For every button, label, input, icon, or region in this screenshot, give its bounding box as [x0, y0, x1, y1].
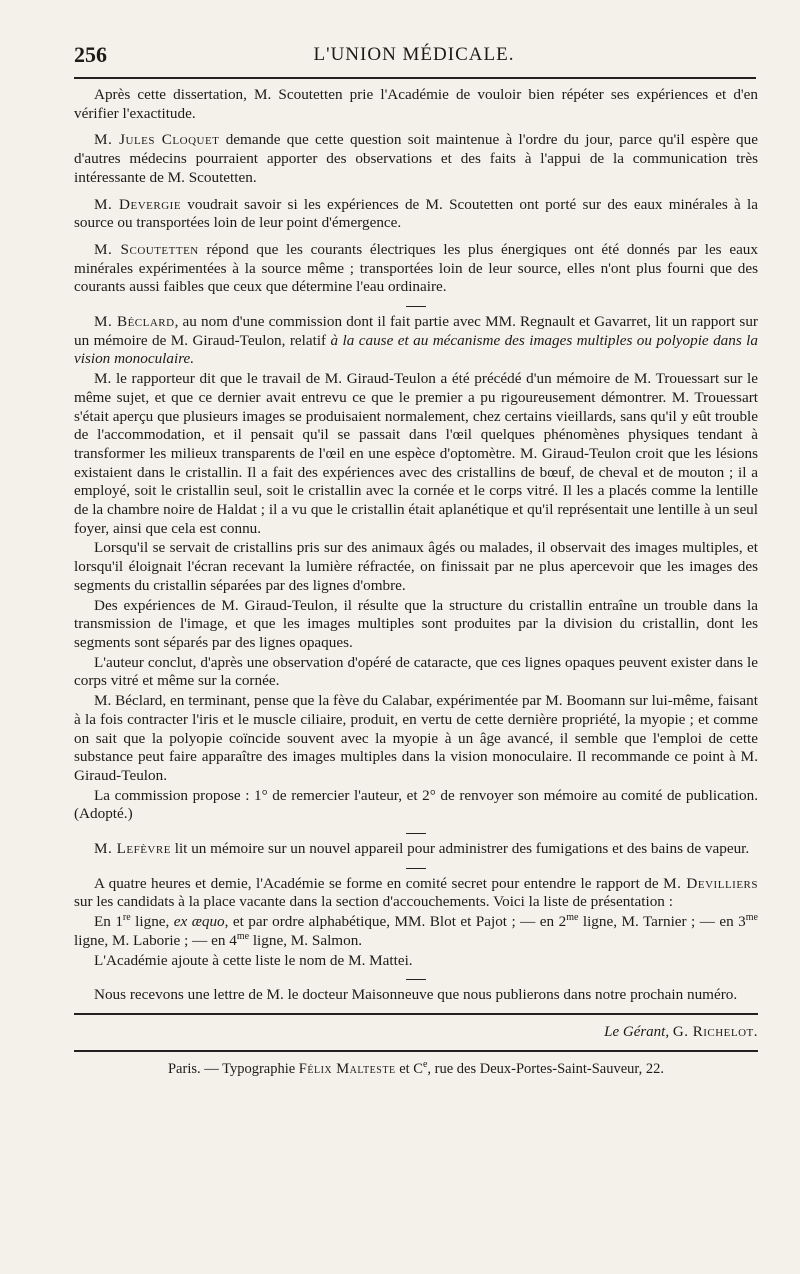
page-number: 256: [74, 42, 107, 67]
page-header: [74, 42, 754, 72]
speaker-name: M. Jules Cloquet: [94, 131, 220, 149]
speaker-name: M. Devilliers: [663, 874, 758, 892]
speaker-name: M. Lefèvre: [94, 840, 171, 858]
paragraph: [74, 313, 758, 369]
paragraph: [74, 875, 758, 912]
paragraph: La commission propose : 1° de remercier l'auteur, et 2° de renvoyer son mémoire au comité de publication. (Adopté.): [74, 786, 758, 823]
speaker-name: M. Scoutetten: [94, 240, 199, 258]
text-run: ligne, M. Laborie ; — en 4: [74, 931, 237, 949]
text-run: ligne, M. Tarnier ; — en 3: [578, 913, 746, 931]
imprint-text: et C: [395, 1060, 423, 1077]
paragraph: L'Académie ajoute à cette liste le nom de M. Mattei.: [94, 951, 413, 969]
paragraph: [74, 131, 758, 187]
section-divider: [406, 979, 426, 980]
memoir-title: à la cause et au mécanisme des images multiples ou polyopie dans la vision monoculaire.: [74, 331, 758, 368]
paragraph: L'auteur conclut, d'après une observation d'opéré de cataracte, que ces lignes opaques peuvent exister dans le corps vitré et même sur la cornée.: [74, 653, 758, 690]
paragraph: [74, 840, 758, 859]
paragraph: M. Béclard, en terminant, pense que la fève du Calabar, expérimentée par M. Boomann sur lui-même, faisant à la fois contracter l'iris et le muscle ciliaire, produit, en vertu de cette dernière propriété, la myopie ; et comme on sait que la polyopie coïncide souvent avec la myopie à un âge avancé, il semble que l'emploi de cette substance peut faire apparaître des images multiples dans la vision monoculaire. Il recommande ce point à M. Giraud-Teulon.: [74, 692, 758, 784]
imprint-text: Paris. — Typographie: [167, 1060, 299, 1077]
signature-line: [74, 1013, 758, 1042]
paragraph-text: sur les candidats à la place vacante dans la section d'accouchements. Voici la liste de présentation :: [74, 893, 673, 911]
paragraph-text: voudrait savoir si les expériences de M. Scoutetten ont porté sur des eaux minérales à la source ou transportées loin de leur point d'émergence.: [74, 195, 758, 232]
paragraph: Des expériences de M. Giraud-Teulon, il résulte que la structure du cristallin entraîne un trouble dans la transmission de l'image, et que les images multiples sont produites par la division du cristallin, dont les segments sont séparés par des lignes opaques.: [74, 596, 758, 651]
italic-term: ex æquo: [173, 913, 225, 931]
section-divider: [406, 833, 426, 834]
section-divider: [406, 306, 426, 307]
paragraph-text: demande que cette question soit maintenue à l'ordre du jour, parce qu'il espère que d'autres médecins pourraient apporter des observations et des faits à l'appui de la communication très intéressante de M. Scoutetten.: [74, 131, 758, 186]
article-body: [74, 86, 758, 1078]
paragraph: [74, 241, 758, 297]
paragraph-text: , au nom d'une commission dont il fait partie avec MM. Regnault et Gavarret, lit un rapport sur un mémoire de M. Giraud-Teulon, relatif: [74, 313, 758, 349]
speaker-name: M. Béclard: [94, 313, 175, 331]
paragraph-text: lit un mémoire sur un nouvel appareil pour administrer des fumigations et des bains de vapeur.: [170, 840, 750, 858]
printer-imprint: [74, 1050, 758, 1079]
signature-label: Le Gérant,: [604, 1023, 670, 1040]
ordinal-suffix: me: [745, 912, 758, 924]
speaker-name: M. Devergie: [94, 195, 182, 213]
section-divider: [406, 868, 426, 869]
signature-name: G. Richelot.: [672, 1023, 758, 1040]
header-rule: [74, 77, 756, 79]
ordinal-suffix: re: [122, 912, 131, 924]
paragraph: Après cette dissertation, M. Scoutetten prie l'Académie de vouloir bien répéter ses expériences et d'en vérifier l'exactitude.: [74, 86, 758, 122]
paragraph: Lorsqu'il se servait de cristallins pris sur des animaux âgés ou malades, il observait des images multiples, et lorsqu'il éloignait l'écran recevant la lumière réfractée, on finissait par ne plus apercevoir que les images des segments du cristallin séparées par des lignes d'ombre.: [74, 539, 758, 594]
paragraph-text: répond que les courants électriques les plus énergiques ont été donnés par les eaux minérales expérimentées à la source même ; transportées loin de leur source, elles n'ont plus fourni que des courants aussi faibles que ceux que détermine l'eau ordinaire.: [74, 240, 758, 296]
ordinal-suffix: me: [566, 912, 579, 924]
paragraph-text: A quatre heures et demie, l'Académie se forme en comité secret pour entendre le rapport de: [94, 874, 664, 892]
paragraph: [74, 196, 758, 233]
paragraph: M. le rapporteur dit que le travail de M. Giraud-Teulon a été précédé d'un mémoire de M. Trouessart sur le même sujet, et que ce dernier avait entrevu ce que le premier a pu rigoureusement démontrer. M. Trouessart s'était aperçu que plusieurs images se produisaient normalement, chez certains vieillards, sans qu'il y eût trouble de l'accommodation, et il pensait qu'il se passait dans l'œil quelques phénomènes physiques tendant à transformer les milieux transparents de l'œil en une espèce d'optomètre. M. Giraud-Teulon croit que les lésions existaient dans le cristallin. Il a fait des expériences avec des cristallins de bœuf, de cheval et de mouton ; il a employé, soit le cristallin seul, soit le cristallin avec la cornée et le corps vitré. Il les a placés comme la lentille de la chambre noire de Haldat ; il a vu que le cristallin était aplanétique et qu'il représentait une lentille à un seul foyer, ainsi que cela est connu.: [74, 370, 758, 537]
text-run: ligne, M. Salmon.: [249, 931, 363, 949]
text-run: En 1: [94, 913, 123, 931]
paragraph: Nous recevons une lettre de M. le docteur Maisonneuve que nous publierons dans notre prochain numéro.: [94, 986, 738, 1004]
ordinal-suffix: me: [236, 930, 250, 942]
imprint-text: , rue des Deux-Portes-Saint-Sauveur, 22.: [427, 1060, 665, 1077]
imprint-sup: e: [422, 1058, 428, 1070]
text-run: ligne,: [130, 913, 174, 931]
text-run: , et par ordre alphabétique, MM. Blot et Pajot ; — en 2: [224, 913, 567, 931]
running-head: L'UNION MÉDICALE.: [313, 44, 515, 65]
printer-name: Félix Malteste: [298, 1060, 396, 1077]
paragraph: [74, 913, 758, 950]
